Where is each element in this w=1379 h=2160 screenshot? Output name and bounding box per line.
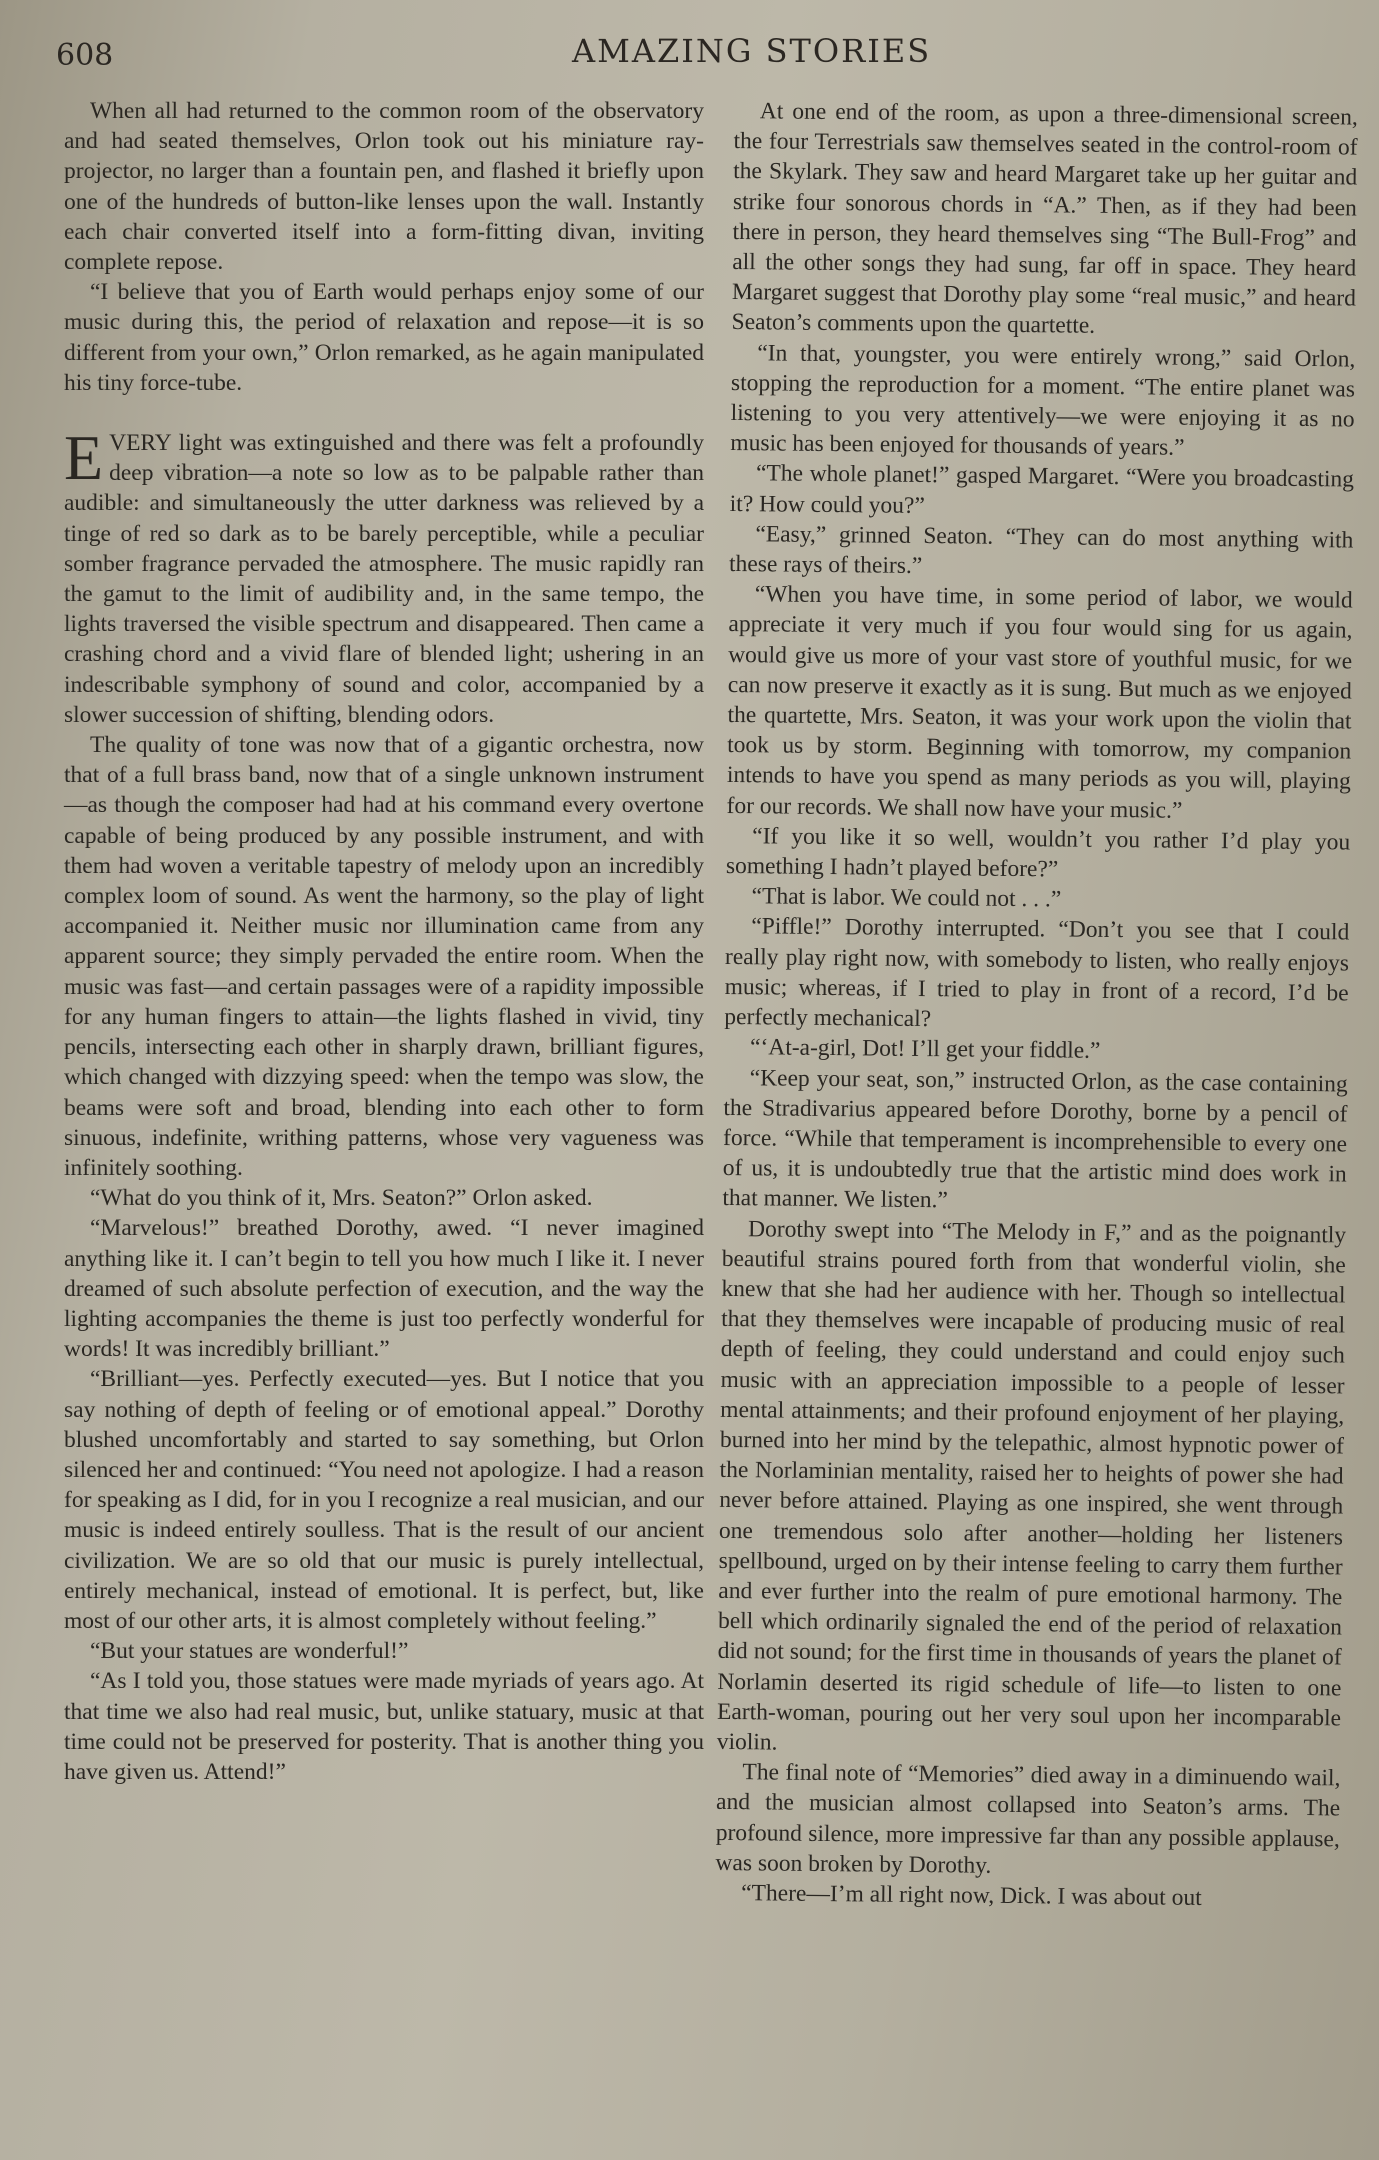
running-title: AMAZING STORIES [572,32,932,70]
right-column [715,96,1358,1915]
paragraph: “Brilliant—yes. Perfectly executed—yes. But I notice that you say nothing of depth of feeling or of emotional appeal.” Dorothy blushed uncomfortably and started to say something, but Orlon silenced her and continued: “You need not apologize. I had a reason for speaking as I did, for in you I recognize a real musician, and our music is indeed entirely soulless. That is the result of our ancient civilization. We are so old that our music is purely intellectual, entirely mechanical, instead of emotional. It is perfect, but, like most of our other arts, it is almost completely without feeling.” [64,1366,704,1634]
paragraph: “Marvelous!” breathed Dorothy, awed. “I never imagined anything like it. I can’t begin to tell you how much I like it. I never dreamed of such absolute perfection of execution, and the way the lighting accompanies the theme is just too perfectly wonderful for words! It was incredibly brilliant.” [64,1215,704,1363]
page-number: 608 [56,38,114,73]
paragraph: The final note of “Memories” died away in a diminuendo wail, and the musician almost collapsed into Seaton’s arms. The profound silence, more impressive far than any possible applause, was soon broken by Dorothy. [715,1759,1341,1879]
paragraph: “Easy,” grinned Seaton. “They can do most anything with these rays of theirs.” [728,521,1354,580]
paragraph: “There—I’m all right now, Dick. I was about out [741,1880,1202,1911]
paragraph: “I believe that you of Earth would perhaps enjoy some of our music during this, the period of relaxation and repose—it is so different from your own,” Orlon remarked, as he again manipulated his tiny force-tube. [64,279,704,396]
paragraph: “What do you think of it, Mrs. Seaton?” Orlon asked. [90,1185,593,1212]
page-header [52,30,1339,74]
paragraph: “If you like it so well, wouldn’t you rather I’d play you something I hadn’t played before?” [725,823,1351,883]
paragraph: “As I told you, those statues were made myriads of years ago. At that time we also had real music, but, unlike statuary, music at that time could not be preserved for posterity. That is another thing you have given us. Attend!” [64,1668,704,1785]
paragraph: Dorothy swept into “The Melody in F,” and as the poignantly beautiful strains poured forth from that wonderful violin, she knew that she had her audience with her. Though so intellectual that they themselves were incapable of producing music of real depth of feeling, they could understand and could enjoy such music with an appreciation impossible to a people of lesser mental attainments; and their profound enjoyment of her playing, burned into her mind by the telepathic, almost hypnotic power of the Norlaminian mentality, raised her to heights of power she had never before attained. Playing as one inspired, she went through one tremendous solo after another—holding her listeners spellbound, urged on by their intense feeling to carry them further and ever further into the realm of pure emotional harmony. The bell which ordinarily signaled the end of the period of relaxation did not sound; for the first time in thousands of years the planet of Norlamin deserted its rigid schedule of life—to listen to one Earth-woman, pouring out her very soul upon her incomparable violin. [716,1215,1347,1756]
paragraph: “‘At-a-girl, Dot! I’ll get your fiddle.” [749,1034,1101,1065]
paragraph: When all had returned to the common room of the observatory and had seated themselves, Orlon took out his miniature ray-projector, no larger than a fountain pen, and flashed it briefly upon one of the hundreds of button-like lenses upon the wall. Instantly each chair converted itself into a form-fitting divan, inviting complete repose. [64,98,704,276]
paragraph: “But your statues are wonderful!” [90,1638,409,1665]
paragraph: “Keep your seat, son,” instructed Orlon, as the case containing the Stradivarius appeared before Dorothy, borne by a pencil of force. “While that temperament is incomprehensible to every one of us, it is undoubtedly true that the artistic mind does work in that manner. We listen.” [722,1064,1348,1214]
paragraph: “When you have time, in some period of labor, we would appreciate it very much if you four would sing for us again, would give us more of your vast store of youthful music, for we can now preserve it exactly as it is sung. But much as we enjoyed the quartette, Mrs. Seaton, it was your work upon the violin that took us by storm. Beginning with tomorrow, my companion intends to have you spend as many periods as you will, playing for our records. We shall now have your music.” [726,581,1353,824]
paragraph-text: VERY light was extinguished and there was felt a profoundly deep vibration—a note so low as to be palpable rather than audible: and simultaneously the utter darkness was relieved by a tinge of red so dark as to be barely perceptible, while a peculiar somber fragrance pervaded the atmosphere. The music rapidly ran the gamut to the limit of audibility and, in the same tempo, the lights traversed the visible spectrum and disappeared. Then came a crashing chord and a vivid flare of blended light; ushering in an indescribable symphony of sound and color, accompanied by a slower succession of shifting, blending odors. [64,430,704,728]
paragraph: The quality of tone was now that of a gigantic orchestra, now that of a full brass band, now that of a single unknown instrument—as though the composer had had at his command every overtone capable of being produced by any possible instrument, and with them had woven a veritable tapestry of melody upon an incredibly complex loom of sound. As went the harmony, so the play of light accompanied it. Neither music nor illumination came from any apparent source; they simply pervaded the entire room. When the music was fast—and certain passages were of a rapidity impossible for any human fingers to attain—the lights flashed in vivid, tiny pencils, intersecting each other in sharply drawn, brilliant figures, which changed with dizzying speed: when the tempo was slow, the beams were soft and broad, blending into each other to form sinuous, indefinite, writhing patterns, whose very vagueness was infinitely soothing. [64,732,704,1181]
paragraph: “That is labor. We could not . . .” [751,883,1062,913]
paragraph: “In that, youngster, you were entirely wrong,” said Orlon, stopping the reproduction for a moment. “The entire planet was listening to you very attentively—we were enjoying it as no music has been enjoyed for thousands of years.” [730,339,1356,461]
left-column [64,96,704,1787]
section-opening-paragraph [64,422,704,730]
paragraph: “The whole planet!” gasped Margaret. “Were you broadcasting it? How could you?” [729,460,1355,519]
paragraph: At one end of the room, as upon a three-dimensional screen, the four Terrestrials saw themselves seated in the control-room of the Skylark. They saw and heard Margaret take up her guitar and strike four sonorous chords in “A.” Then, as if they had been there in person, they heard themselves sing “The Bull-Frog” and all the other songs they had sung, far off in space. They heard Margaret suggest that Dorothy play some “real music,” and heard Seaton’s comments upon the quartette. [731,98,1358,340]
drop-cap: E [64,422,104,494]
paragraph: “Piffle!” Dorothy interrupted. “Don’t you see that I could really play right now, with somebody to listen, who really enjoys music; whereas, if I tried to play in front of a record, I’d be perfectly mechanical? [724,913,1350,1033]
